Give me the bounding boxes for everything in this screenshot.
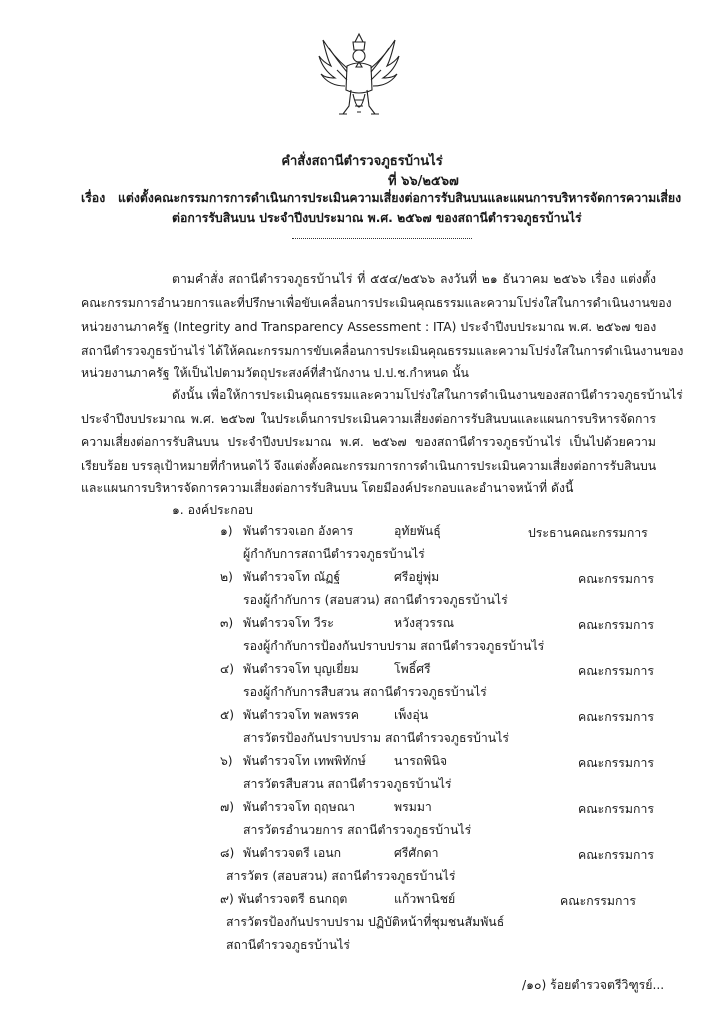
order-title: คำสั่งสถานีตำรวจภูธรบ้านไร่ [281,154,443,169]
member-position: สารวัตรอำนวยการ สถานีตำรวจภูธรบ้านไร่ [243,823,472,837]
member-role: คณะกรรมการ [578,572,654,586]
subject-line-1: แต่งตั้งคณะกรรมการการดำเนินการประเมินความเสี่ยงต่อการรับสินบนและแผนการบริหารจัดการความเสี่ยง [118,191,682,205]
member-position: รองผู้กำกับการสืบสวน สถานีตำรวจภูธรบ้านไร่ [243,685,487,699]
member-rank: พันตำรวจเอก อังคาร [243,524,354,538]
member-position-cont: สถานีตำรวจภูธรบ้านไร่ [226,938,350,952]
member-rank: พันตำรวจโท บุญเยี่ยม [243,662,359,676]
member-rank: พันตำรวจโท ณัฏฐ์ [243,570,341,584]
member-position: สารวัตรสืบสวน สถานีตำรวจภูธรบ้านไร่ [243,777,452,791]
member-position: รองผู้กำกับการ (สอบสวน) สถานีตำรวจภูธรบ้านไร่ [243,593,508,607]
continuation-marker: /๑๐) ร้อยตำรวจตรีวิฑูรย์... [522,978,665,992]
member-surname: โพธิ์ศรี [394,662,431,676]
member-role: คณะกรรมการ [578,756,654,770]
member-number: ๓) [220,616,234,630]
member-role: คณะกรรมการ [578,618,654,632]
subject-label: เรื่อง [81,191,106,205]
member-number: ๕) [220,708,235,722]
member-number: ๗) [220,800,235,814]
member-rank: พันตำรวจโท เทพพิทักษ์ [243,754,366,768]
para2-line: ดังนั้น เพื่อให้การประเมินคุณธรรมและความโปร่งใสในการดำเนินงานของสถานีตำรวจภูธรบ้านไร่ [172,388,683,402]
subject-line-2: ต่อการรับสินบน ประจำปีงบประมาณ พ.ศ. ๒๕๖๗ ของสถานีตำรวจภูธรบ้านไร่ [172,211,582,225]
member-role: ประธานคณะกรรมการ [528,526,648,540]
para2-line: และแผนการบริหารจัดการความเสี่ยงต่อการรับสินบน โดยมีองค์ประกอบและอำนาจหน้าที่ ดังนี้ [81,481,574,495]
para2-line: ความเสี่ยงต่อการรับสินบน ประจำปีงบประมาณ พ.ศ. ๒๕๖๗ ของสถานีตำรวจภูธรบ้านไร่ เป็นไปด้วยความ [81,435,656,449]
member-position: สารวัตร (สอบสวน) สถานีตำรวจภูธรบ้านไร่ [226,869,456,883]
order-number: ที่ ๖๖/๒๕๖๗ [388,174,459,189]
member-number: ๘) [220,846,235,860]
para2-line: เรียบร้อย บรรลุเป้าหมายที่กำหนดไว้ จึงแต่งตั้งคณะกรรมการการดำเนินการประเมินความเสี่ยงต่อการรับสินบน [81,459,657,473]
garuda-emblem-icon [317,30,401,124]
member-position: รองผู้กำกับการป้องกันปราบปราม สถานีตำรวจภูธรบ้านไร่ [243,639,545,653]
member-role: คณะกรรมการ [578,664,654,678]
member-rank: พันตำรวจตรี เอนก [243,846,342,860]
member-number: ๙) [220,892,234,906]
member-rank: พันตำรวจตรี ธนกฤต [238,892,348,906]
member-number: ๒) [220,570,233,584]
member-number: ๔) [220,662,235,676]
member-position: สารวัตรป้องกันปราบปราม ปฏิบัติหน้าที่ชุมชนสัมพันธ์ [226,915,505,929]
para1-line: สถานีตำรวจภูธรบ้านไร่ ได้ให้คณะกรรมการขับเคลื่อนการประเมินคุณธรรมและความโปร่งใสในการดำเนินงานของ [81,344,684,358]
member-surname: นารถพินิจ [394,754,448,768]
para1-line: ตามคำสั่ง สถานีตำรวจภูธรบ้านไร่ ที่ ๕๕๔/๒๕๖๖ ลงวันที่ ๒๑ ธันวาคม ๒๕๖๖ เรื่อง แต่งตั้ง [172,272,656,286]
member-rank: พันตำรวจโท วีระ [243,616,334,630]
para1-line: คณะกรรมการอำนวยการและที่ปรึกษาเพื่อขับเคลื่อนการประเมินคุณธรรมและความโปร่งใสในการดำเนินงานของ [81,296,672,310]
para1-line: หน่วยงานภาครัฐ (Integrity and Transparency Assessment : ITA) ประจำปีงบประมาณ พ.ศ. ๒๕๖๗ ของ [81,320,657,334]
member-position: ผู้กำกับการสถานีตำรวจภูธรบ้านไร่ [243,547,425,561]
member-surname: ศรีศักดา [394,846,439,860]
member-number: ๖) [220,754,233,768]
member-surname: พรมมา [394,800,432,814]
para2-line: ประจำปีงบประมาณ พ.ศ. ๒๕๖๗ ในประเด็นการประเมินความเสี่ยงต่อการรับสินบนและแผนการบริหารจัดการ [81,412,656,426]
member-role: คณะกรรมการ [578,848,654,862]
member-surname: หวังสุวรรณ [394,616,455,630]
member-surname: เพ็งอุ่น [394,708,429,722]
member-surname: ศรีอยู่พุ่ม [394,570,440,584]
para1-line: หน่วยงานภาครัฐ ให้เป็นไปตามวัตถุประสงค์ที่สำนักงาน ป.ป.ช.กำหนด นั้น [81,366,469,380]
member-surname: แก้วพานิชย์ [394,892,456,906]
member-rank: พันตำรวจโท พลพรรค [243,708,359,722]
member-number: ๑) [220,524,233,538]
member-position: สารวัตรป้องกันปราบปราม สถานีตำรวจภูธรบ้านไร่ [243,731,509,745]
member-role: คณะกรรมการ [578,710,654,724]
section-heading: ๑. องค์ประกอบ [172,503,253,517]
member-surname: อุทัยพันธุ์ [394,524,441,538]
separator-dots [292,238,472,239]
member-role: คณะกรรมการ [560,894,636,908]
member-rank: พันตำรวจโท ฤฤษณา [243,800,356,814]
member-role: คณะกรรมการ [578,802,654,816]
